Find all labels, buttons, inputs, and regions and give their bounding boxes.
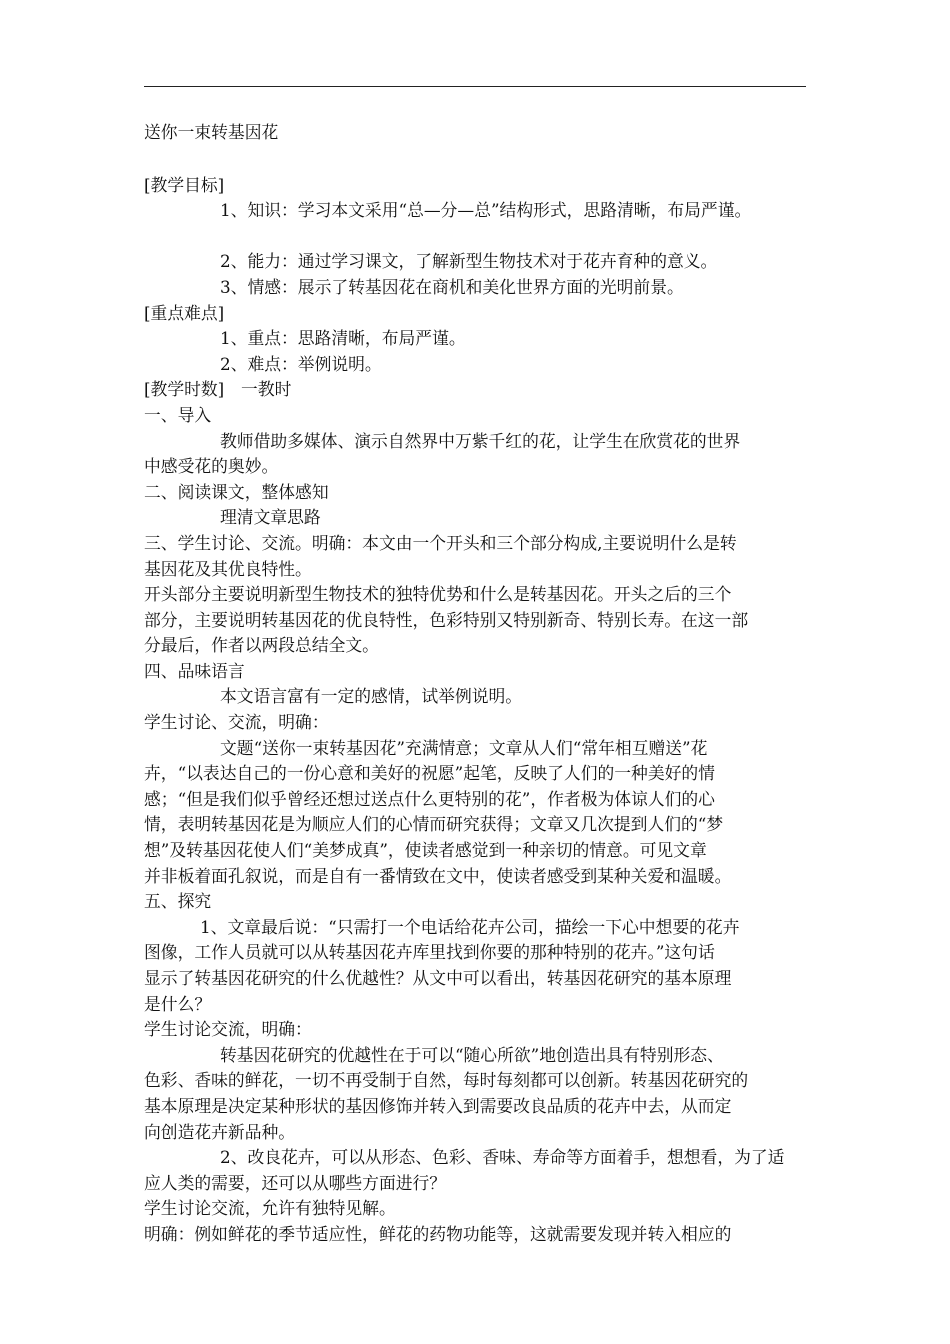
paragraph-line: 开头部分主要说明新型生物技术的独特优势和什么是转基因花。开头之后的三个 xyxy=(144,584,732,605)
paragraph-line: 本文语言富有一定的感情，试举例说明。 xyxy=(220,686,523,707)
section-heading-discussion: 三、学生讨论、交流。明确：本文由一个开头和三个部分构成,主要说明什么是转 xyxy=(144,532,737,553)
paragraph-line: 基因花及其优良特性。 xyxy=(144,558,312,579)
paragraph-line: 色彩、香味的鲜花，一切不再受制于自然，每时每刻都可以创新。转基因花研究的 xyxy=(144,1070,749,1091)
paragraph-line: 学生讨论、交流，明确： xyxy=(144,712,329,733)
goal-knowledge: 1、知识：学习本文采用“总—分—总”结构形式，思路清晰，布局严谨。 xyxy=(220,200,752,221)
paragraph-line: 部分，主要说明转基因花的优良特性，色彩特别又特别新奇、特别长寿。在这一部 xyxy=(144,609,749,630)
paragraph-line: 学生讨论交流，允许有独特见解。 xyxy=(144,1198,396,1219)
paragraph-line: 转基因花研究的优越性在于可以“随心所欲”地创造出具有特别形态、 xyxy=(220,1044,724,1065)
header-rule xyxy=(144,86,806,87)
paragraph-line: 理清文章思路 xyxy=(220,507,321,528)
paragraph-line: 想”及转基因花使人们“美梦成真”，使读者感觉到一种亲切的情意。可见文章 xyxy=(144,840,707,861)
section-heading-reading: 二、阅读课文，整体感知 xyxy=(144,481,329,502)
paragraph-line: 向创造花卉新品种。 xyxy=(144,1121,296,1142)
paragraph-line: 2、改良花卉，可以从形态、色彩、香味、寿命等方面着手，想想看，为了适 xyxy=(220,1147,785,1168)
paragraph-line: 中感受花的奥妙。 xyxy=(144,456,279,477)
paragraph-line: 教师借助多媒体、演示自然界中万紫千红的花，让学生在欣赏花的世界 xyxy=(220,430,741,451)
difficult-point: 2、难点：举例说明。 xyxy=(220,353,382,374)
document-body xyxy=(144,120,810,1248)
paragraph-line: 显示了转基因花研究的什么优越性？从文中可以看出，转基因花研究的基本原理 xyxy=(144,968,732,988)
paragraph-line: 1、文章最后说：“只需打一个电话给花卉公司，描绘一下心中想要的花卉 xyxy=(200,916,740,937)
paragraph-line: 卉，“以表达自己的一份心意和美好的祝愿”起笔，反映了人们的一种美好的情 xyxy=(144,763,715,784)
paragraph-line: 感；“但是我们似乎曾经还想过送点什么更特别的花”，作者极为体谅人们的心 xyxy=(144,788,715,809)
page-title: 送你一束转基因花 xyxy=(144,122,279,142)
paragraph-line: 基本原理是决定某种形状的基因修饰并转入到需要改良品质的花卉中去，从而定 xyxy=(144,1095,732,1116)
section-heading-key-points: [重点难点] xyxy=(144,302,225,323)
blank-line xyxy=(144,224,810,250)
paragraph-line: 图像，工作人员就可以从转基因花卉库里找到你要的那种特别的花卉。”这句话 xyxy=(144,942,715,963)
paragraph-line: 明确：例如鲜花的季节适应性，鲜花的药物功能等，这就需要发现并转入相应的 xyxy=(144,1223,732,1244)
section-heading-hours: [教学时数] 一教时 xyxy=(144,379,292,400)
paragraph-line: 并非板着面孔叙说，而是自有一番情致在文中，使读者感受到某种关爱和温暖。 xyxy=(144,865,732,886)
section-heading-goals: [教学目标] xyxy=(144,174,225,195)
paragraph-line: 学生讨论交流，明确： xyxy=(144,1019,312,1040)
paragraph-line: 应人类的需要，还可以从哪些方面进行？ xyxy=(144,1172,447,1193)
paragraph-line: 情，表明转基因花是为顺应人们的心情而研究获得；文章又几次提到人们的“梦 xyxy=(144,814,724,835)
goal-ability: 2、能力：通过学习课文，了解新型生物技术对于花卉育种的意义。 xyxy=(220,251,718,272)
key-point: 1、重点：思路清晰，布局严谨。 xyxy=(220,328,466,349)
section-heading-intro: 一、导入 xyxy=(144,404,212,425)
goal-emotion: 3、情感：展示了转基因花在商机和美化世界方面的光明前景。 xyxy=(220,276,684,297)
section-heading-explore: 五、探究 xyxy=(144,891,212,912)
paragraph-line: 文题“送你一束转基因花”充满情意；文章从人们“常年相互赠送”花 xyxy=(220,737,708,758)
paragraph-line: 分最后，作者以两段总结全文。 xyxy=(144,635,379,656)
paragraph-line: 是什么？ xyxy=(144,993,212,1014)
section-heading-language: 四、品味语言 xyxy=(144,660,245,681)
